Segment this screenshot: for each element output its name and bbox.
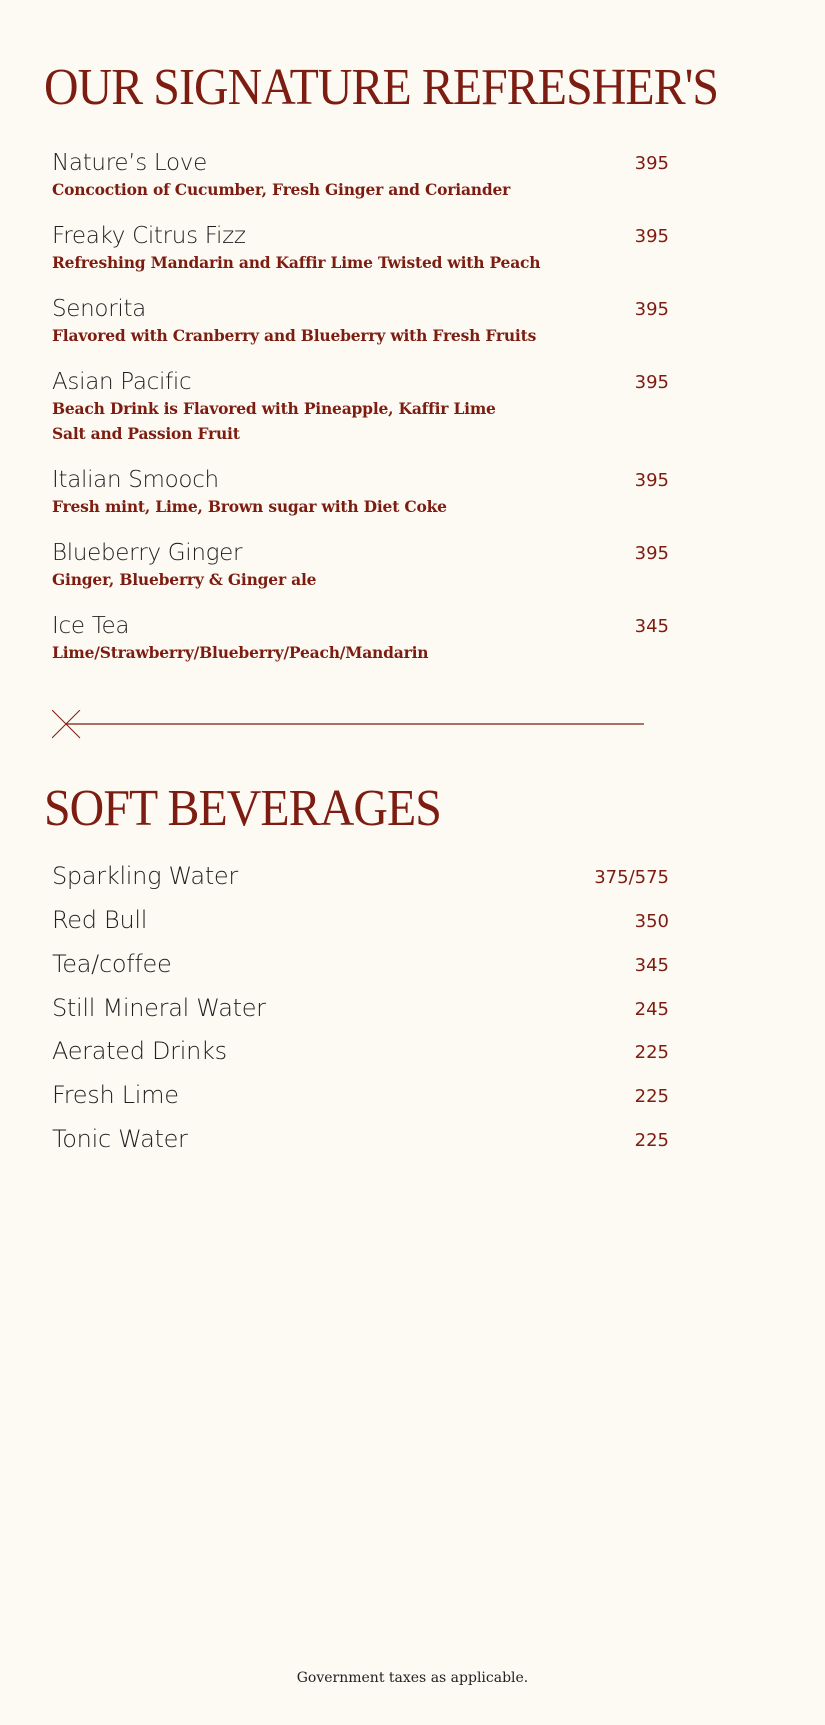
tax-note: Government taxes as applicable.	[296, 1670, 529, 1686]
menu-item	[52, 295, 669, 348]
item-price: 395	[634, 153, 669, 174]
section-divider	[52, 710, 652, 740]
item-description: Flavored with Cranberry and Blueberry with Fresh Fruits	[52, 326, 537, 345]
item-name: Aerated Drinks	[52, 1037, 227, 1065]
item-name: Tea/coffee	[52, 950, 172, 978]
menu-item	[52, 950, 669, 978]
item-name: Senorita	[52, 296, 146, 322]
item-name: Asian Pacific	[52, 369, 192, 395]
menu-item	[52, 222, 669, 275]
menu-item	[52, 539, 669, 592]
menu-item	[52, 149, 669, 202]
soft-beverages-title: SOFT BEVERAGES	[44, 780, 441, 837]
item-name: Fresh Lime	[52, 1081, 179, 1109]
item-description: Beach Drink is Flavored with Pineapple, Kaffir Lime Salt and Passion Fruit	[52, 399, 496, 443]
item-name: Red Bull	[52, 906, 148, 934]
item-name: Nature’s Love	[52, 150, 207, 176]
item-price: 225	[634, 1042, 669, 1063]
menu-item	[52, 466, 669, 519]
item-name: Ice Tea	[52, 613, 130, 639]
item-name: Sparkling Water	[52, 862, 238, 890]
item-price: 245	[634, 999, 669, 1020]
item-description: Ginger, Blueberry & Ginger ale	[52, 570, 317, 589]
menu-item	[52, 1081, 669, 1109]
item-description: Refreshing Mandarin and Kaffir Lime Twisted with Peach	[52, 253, 541, 272]
menu-item	[52, 862, 669, 890]
item-name: Freaky Citrus Fizz	[52, 223, 246, 249]
item-description: Concoction of Cucumber, Fresh Ginger and Coriander	[52, 180, 511, 199]
item-price: 395	[634, 543, 669, 564]
item-price: 350	[634, 911, 669, 932]
item-price: 395	[634, 372, 669, 393]
menu-item	[52, 612, 669, 665]
item-price: 345	[634, 955, 669, 976]
menu-item	[52, 1125, 669, 1153]
item-price: 395	[634, 470, 669, 491]
item-price: 395	[634, 299, 669, 320]
item-name: Blueberry Ginger	[52, 540, 243, 566]
menu-item	[52, 906, 669, 934]
menu-item	[52, 1037, 669, 1065]
item-price: 225	[634, 1130, 669, 1151]
item-price: 225	[634, 1086, 669, 1107]
menu-item	[52, 994, 669, 1022]
item-name: Still Mineral Water	[52, 994, 266, 1022]
item-description: Lime/Strawberry/Blueberry/Peach/Mandarin	[52, 643, 429, 662]
item-name: Italian Smooch	[52, 467, 219, 493]
item-price: 375/575	[594, 867, 669, 888]
item-name: Tonic Water	[52, 1125, 188, 1153]
item-price: 395	[634, 226, 669, 247]
item-description: Fresh mint, Lime, Brown sugar with Diet Coke	[52, 497, 447, 516]
menu-item	[52, 368, 669, 446]
signature-section-title: OUR SIGNATURE REFRESHER'S	[44, 59, 719, 116]
item-price: 345	[634, 616, 669, 637]
